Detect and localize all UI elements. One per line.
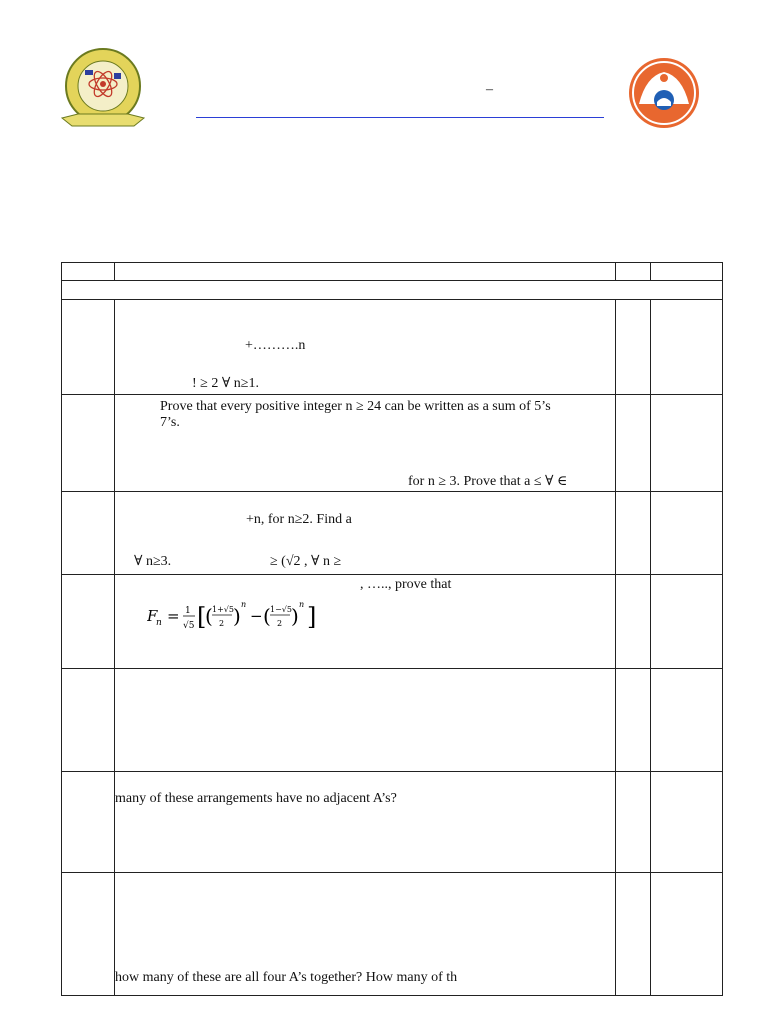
svg-text:n: n: [241, 600, 247, 609]
question-cell: [115, 300, 616, 395]
question-text: +n, for n≥2. Find a: [246, 512, 352, 527]
svg-text:(: (: [263, 604, 271, 628]
svg-text:): ): [291, 604, 299, 628]
svg-text:[: [: [197, 603, 207, 631]
svg-text:2: 2: [277, 619, 283, 628]
question-text: ∀ n≥3.: [134, 554, 172, 569]
table-row: [62, 492, 723, 575]
table-row: [62, 300, 723, 395]
col-co: [651, 263, 723, 281]
table-row: [62, 575, 723, 669]
table-row: [62, 395, 723, 492]
col-marks: [616, 263, 651, 281]
question-cell: [115, 873, 616, 996]
header-underline: [196, 117, 604, 118]
svg-text:2: 2: [219, 619, 225, 628]
fibonacci-formula: [147, 597, 337, 637]
header-dash: –: [486, 82, 493, 97]
question-text: many of these arrangements have no adjacent A’s?: [115, 791, 397, 806]
question-cell: [115, 492, 616, 575]
section-row: [62, 281, 723, 300]
svg-text:(: (: [205, 604, 213, 628]
svg-text:−: −: [250, 607, 263, 625]
header-row: [62, 263, 723, 281]
table-row: [62, 772, 723, 873]
svg-text:F: F: [147, 607, 158, 625]
sangha-logo: [626, 56, 702, 130]
section-cell: [62, 281, 723, 300]
svg-text:=: =: [167, 607, 180, 625]
svg-text:n: n: [299, 600, 305, 609]
question-cell: [115, 772, 616, 873]
question-cell: [115, 575, 616, 669]
question-text: +……….n: [245, 338, 306, 353]
question-text: ≥ (√2 , ∀ n ≥: [270, 554, 342, 569]
svg-text:n: n: [156, 618, 162, 628]
svg-text:√5: √5: [183, 621, 195, 631]
question-text: , ….., prove that: [360, 577, 452, 592]
question-text: ! ≥ 2 ∀ n≥1.: [192, 376, 259, 391]
table-row: [62, 873, 723, 996]
svg-text:1−√5: 1−√5: [270, 605, 292, 614]
svg-text:]: ]: [307, 603, 317, 631]
table-row: [62, 669, 723, 772]
question-text: Prove that every positive integer n ≥ 24 can be written as a sum of 5’s: [160, 399, 551, 414]
question-table: [61, 262, 723, 996]
question-text: for n ≥ 3. Prove that a ≤ ∀ ∈: [408, 474, 568, 489]
col-no: [62, 263, 115, 281]
question-cell: [115, 395, 616, 492]
question-text: 7’s.: [160, 415, 180, 430]
question-cell: [115, 669, 616, 772]
svg-text:): ): [233, 604, 241, 628]
col-question: [115, 263, 616, 281]
svg-text:1: 1: [185, 606, 191, 616]
college-logo: [58, 44, 148, 132]
question-text: how many of these are all four A’s together? How many of th: [115, 970, 458, 985]
svg-text:1+√5: 1+√5: [212, 605, 234, 614]
